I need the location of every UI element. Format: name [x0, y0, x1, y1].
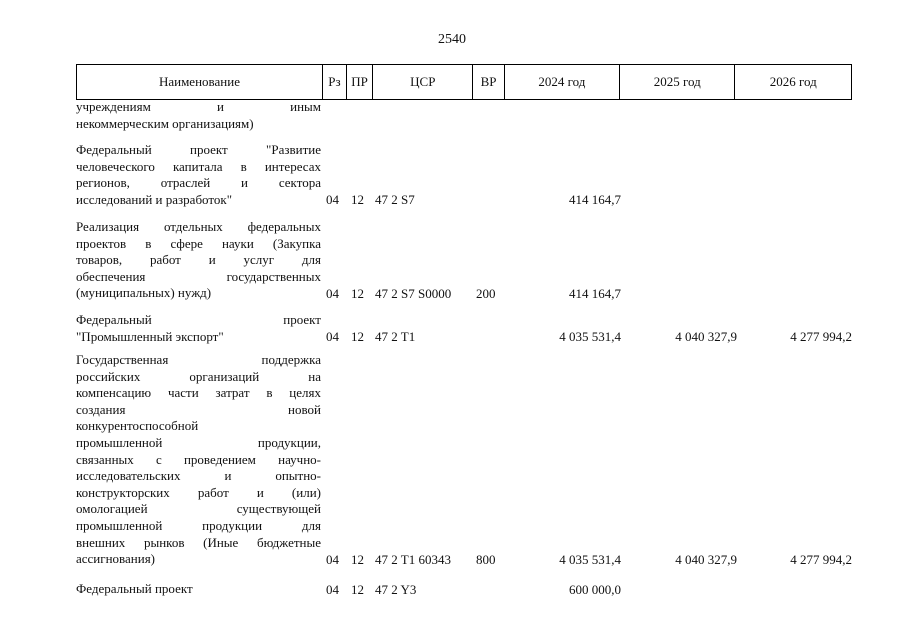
row-name-line: конструкторских работ и (или) — [76, 484, 321, 500]
row-name-line: "Промышленный экспорт" — [76, 328, 224, 344]
cell-rz: 04 — [326, 286, 339, 301]
row-name-line: учреждениям и иным — [76, 99, 321, 114]
cell-pr: 12 — [351, 192, 364, 208]
cell-csr: 47 2 T1 — [375, 329, 416, 345]
row-name — [76, 142, 321, 208]
cell-y2024: 4 035 531,4 — [559, 329, 621, 345]
cell-rz: 04 — [326, 551, 339, 567]
row-name-line: ассигнования) — [76, 551, 156, 567]
row-name-line: создания новой — [76, 401, 321, 417]
header-name: Наименование — [77, 65, 323, 100]
row-name-line: Федеральный проект — [76, 312, 321, 327]
cell-y2024: 414 164,7 — [569, 286, 621, 301]
cell-pr: 12 — [351, 286, 364, 301]
table-row — [0, 312, 904, 345]
cell-csr: 47 2 T1 60343 — [375, 551, 451, 567]
header-2026: 2026 год — [735, 65, 852, 100]
header-2025: 2025 год — [620, 65, 735, 100]
row-name-line: промышленной продукции для — [76, 517, 321, 533]
row-name — [76, 312, 321, 345]
cell-vr: 200 — [476, 286, 496, 301]
row-name — [76, 219, 321, 302]
cell-csr: 47 2 S7 S0000 — [375, 286, 452, 301]
cell-csr: 47 2 Y3 — [375, 581, 417, 597]
row-name — [76, 99, 321, 132]
header-pr: ПР — [347, 65, 373, 100]
row-name-line: исследовательских и опытно- — [76, 468, 321, 484]
row-name — [76, 581, 321, 598]
row-name-line: товаров, работ и услуг для — [76, 252, 321, 268]
row-name-line: исследований и разработок" — [76, 191, 233, 207]
row-name-line: связанных с проведением научно- — [76, 451, 321, 467]
row-name-line: промышленной продукции, — [76, 434, 321, 450]
row-name-line: конкурентоспособной — [76, 418, 199, 434]
header-rz: Рз — [322, 65, 346, 100]
row-name-line: Государственная поддержка — [76, 352, 321, 367]
cell-y2024: 600 000,0 — [569, 581, 621, 597]
cell-y2026: 4 277 994,2 — [790, 329, 852, 345]
table-row — [0, 581, 904, 598]
header-2024: 2024 год — [504, 65, 619, 100]
cell-rz: 04 — [326, 192, 339, 208]
cell-csr: 47 2 S7 — [375, 192, 415, 208]
cell-y2025: 4 040 327,9 — [675, 551, 737, 567]
row-name-line: внешних рынков (Иные бюджетные — [76, 534, 321, 550]
cell-pr: 12 — [351, 551, 364, 567]
row-name — [76, 352, 321, 568]
row-name-line: Федеральный проект "Развитие — [76, 142, 321, 157]
row-name-line: омологацией существующей — [76, 501, 321, 517]
page-number: 2540 — [438, 32, 466, 47]
cell-y2025: 4 040 327,9 — [675, 329, 737, 345]
cell-rz: 04 — [326, 581, 339, 597]
table-row — [0, 352, 904, 568]
cell-y2024: 4 035 531,4 — [559, 551, 621, 567]
row-name-line: человеческого капитала в интересах — [76, 158, 321, 174]
cell-y2026: 4 277 994,2 — [790, 551, 852, 567]
row-name-line: Федеральный проект — [76, 581, 193, 596]
row-name-line: (муниципальных) нужд) — [76, 285, 212, 301]
header-csr: ЦСР — [373, 65, 473, 100]
row-name-line: российских организаций на — [76, 368, 321, 384]
row-name-line: Реализация отдельных федеральных — [76, 219, 321, 234]
cell-vr: 800 — [476, 551, 496, 567]
row-name-line: обеспечения государственных — [76, 268, 321, 284]
cell-y2024: 414 164,7 — [569, 192, 621, 208]
table-row — [0, 142, 904, 208]
table-row — [0, 99, 904, 132]
row-name-line: проектов в сфере науки (Закупка — [76, 235, 321, 251]
header-vr: ВР — [473, 65, 504, 100]
row-name-line: регионов, отраслей и сектора — [76, 175, 321, 191]
row-name-line: компенсацию части затрат в целях — [76, 385, 321, 401]
cell-pr: 12 — [351, 581, 364, 597]
row-name-line: некоммерческим организациям) — [76, 115, 254, 131]
table-header — [76, 64, 852, 100]
table-row — [0, 219, 904, 302]
cell-rz: 04 — [326, 329, 339, 345]
cell-pr: 12 — [351, 329, 364, 345]
